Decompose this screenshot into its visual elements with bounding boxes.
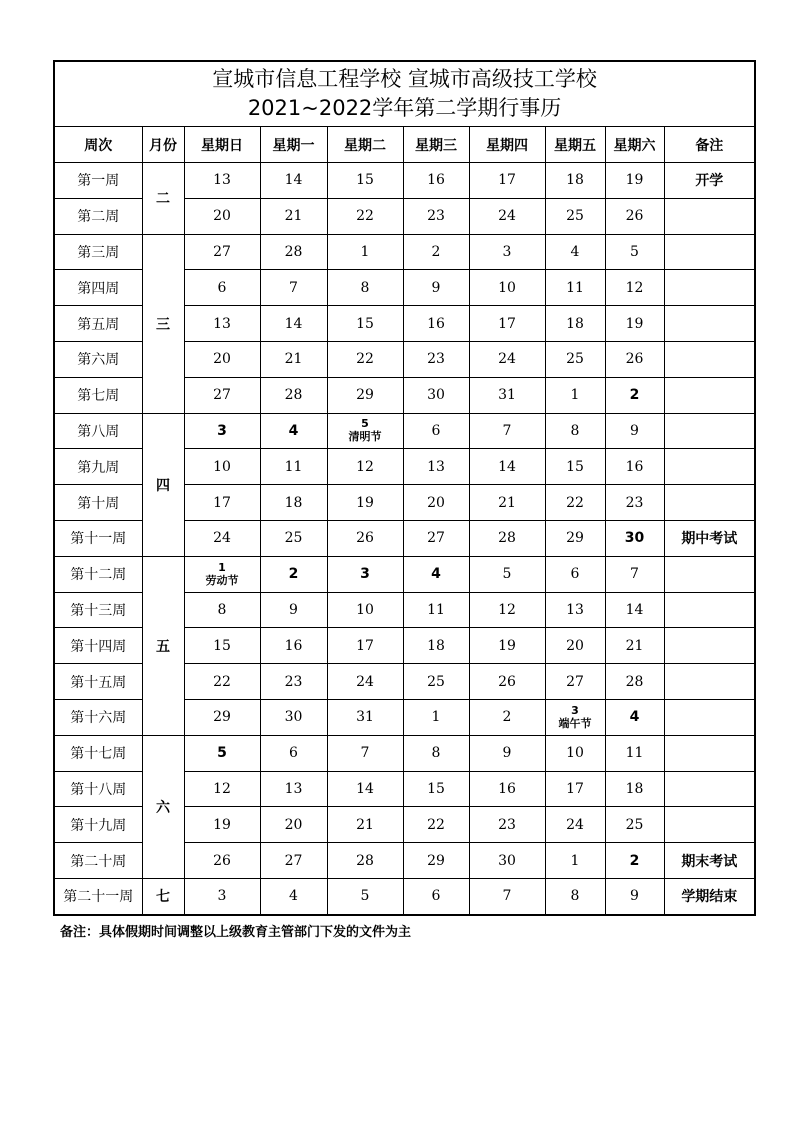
week-label: 第十九周 [54,807,142,843]
column-header: 月份 [142,127,184,163]
day-cell: 16 [469,771,545,807]
month-cell: 三 [142,234,184,413]
day-cell: 9 [260,592,327,628]
day-cell: 18 [403,628,469,664]
day-cell: 23 [260,664,327,700]
remark-cell [664,664,755,700]
day-cell: 28 [605,664,664,700]
day-cell: 20 [184,198,260,234]
remark-cell [664,413,755,449]
day-cell: 7 [469,413,545,449]
day-cell: 15 [184,628,260,664]
day-cell: 13 [403,449,469,485]
day-cell: 13 [184,306,260,342]
remark-cell [664,735,755,771]
holiday-label: 劳动节 [205,573,239,587]
day-cell: 24 [545,807,605,843]
day-cell: 19 [605,306,664,342]
day-cell: 9 [403,270,469,306]
day-cell: 19 [469,628,545,664]
day-cell [327,413,403,449]
day-cell: 3 [469,234,545,270]
day-cell: 8 [327,270,403,306]
day-cell: 7 [605,556,664,592]
day-cell: 8 [184,592,260,628]
day-cell: 20 [403,485,469,521]
column-header: 周次 [54,127,142,163]
remark-cell [664,377,755,413]
remark-cell [664,699,755,735]
day-cell: 24 [184,520,260,556]
day-cell: 23 [403,341,469,377]
column-header: 星期六 [605,127,664,163]
day-cell: 25 [545,341,605,377]
day-cell: 4 [403,556,469,592]
day-cell: 22 [545,485,605,521]
week-label: 第九周 [54,449,142,485]
week-label: 第十一周 [54,520,142,556]
day-cell: 11 [403,592,469,628]
day-cell: 27 [260,843,327,879]
day-cell: 22 [327,198,403,234]
day-cell: 26 [469,664,545,700]
week-label: 第二周 [54,198,142,234]
day-cell: 18 [605,771,664,807]
day-number: 1 [218,560,226,574]
remark-cell [664,270,755,306]
day-cell: 20 [184,341,260,377]
day-cell: 5 [605,234,664,270]
remark-cell [664,556,755,592]
day-cell: 29 [184,699,260,735]
title-line-1: 宣城市信息工程学校 宣城市高级技工学校 [212,67,597,91]
day-cell: 14 [260,163,327,199]
week-label: 第八周 [54,413,142,449]
remark-cell [664,485,755,521]
week-label: 第二十一周 [54,878,142,914]
day-cell: 27 [184,377,260,413]
remark-cell: 开学 [664,163,755,199]
table-row [54,234,755,270]
remark-cell: 期末考试 [664,843,755,879]
day-cell: 6 [403,413,469,449]
remark-cell [664,807,755,843]
day-cell: 7 [469,878,545,914]
remark-cell [664,234,755,270]
day-cell: 4 [260,878,327,914]
week-label: 第十二周 [54,556,142,592]
day-cell: 9 [605,413,664,449]
day-cell: 21 [260,341,327,377]
week-label: 第二十周 [54,843,142,879]
remark-cell [664,341,755,377]
day-cell: 5 [184,735,260,771]
day-cell: 30 [403,377,469,413]
calendar-body [54,163,755,915]
day-cell: 4 [605,699,664,735]
day-cell: 16 [260,628,327,664]
day-cell: 9 [605,878,664,914]
day-cell: 14 [260,306,327,342]
day-cell: 24 [469,341,545,377]
day-cell: 13 [545,592,605,628]
column-header: 备注 [664,127,755,163]
day-cell: 11 [260,449,327,485]
day-cell: 16 [403,306,469,342]
table-row [54,163,755,199]
day-cell: 21 [469,485,545,521]
day-cell: 3 [184,878,260,914]
day-cell: 28 [260,234,327,270]
day-cell: 12 [184,771,260,807]
day-cell: 22 [184,664,260,700]
day-cell: 5 [327,878,403,914]
day-cell: 10 [327,592,403,628]
day-cell: 25 [403,664,469,700]
day-cell: 2 [605,843,664,879]
day-cell [545,699,605,735]
day-cell: 7 [260,270,327,306]
month-cell: 五 [142,556,184,735]
day-cell: 15 [545,449,605,485]
day-cell: 1 [545,377,605,413]
day-cell: 24 [327,664,403,700]
day-cell: 17 [184,485,260,521]
day-cell: 12 [469,592,545,628]
day-cell: 23 [403,198,469,234]
day-cell: 29 [403,843,469,879]
day-cell: 15 [327,163,403,199]
week-label: 第三周 [54,234,142,270]
day-cell: 19 [605,163,664,199]
week-label: 第十六周 [54,699,142,735]
day-cell: 6 [184,270,260,306]
day-cell: 11 [545,270,605,306]
day-cell: 17 [469,306,545,342]
remark-cell [664,449,755,485]
holiday-label: 清明节 [348,430,382,444]
day-cell: 29 [327,377,403,413]
day-number: 3 [571,703,579,717]
day-cell: 3 [327,556,403,592]
remark-cell [664,628,755,664]
day-cell [184,556,260,592]
month-cell: 二 [142,163,184,235]
day-cell: 30 [260,699,327,735]
day-cell: 21 [327,807,403,843]
month-cell: 四 [142,413,184,556]
day-cell: 21 [605,628,664,664]
day-cell: 31 [469,377,545,413]
day-cell: 25 [605,807,664,843]
day-cell: 31 [327,699,403,735]
week-label: 第十七周 [54,735,142,771]
title-line-2: 2021~2022学年第二学期行事历 [247,96,562,120]
day-cell: 2 [469,699,545,735]
day-cell: 8 [545,413,605,449]
day-cell: 23 [605,485,664,521]
day-cell: 19 [184,807,260,843]
day-cell: 3 [184,413,260,449]
day-cell: 10 [184,449,260,485]
column-header: 星期一 [260,127,327,163]
day-cell: 2 [605,377,664,413]
day-cell: 18 [545,163,605,199]
day-cell: 15 [327,306,403,342]
day-cell: 14 [327,771,403,807]
day-cell: 1 [545,843,605,879]
day-cell: 24 [469,198,545,234]
table-row [54,413,755,449]
day-cell: 27 [184,234,260,270]
day-cell: 25 [260,520,327,556]
remark-cell [664,771,755,807]
remark-cell [664,306,755,342]
day-cell: 26 [184,843,260,879]
day-cell: 4 [260,413,327,449]
day-cell: 29 [545,520,605,556]
day-cell: 28 [260,377,327,413]
day-cell: 16 [403,163,469,199]
day-cell: 27 [545,664,605,700]
day-cell: 30 [605,520,664,556]
day-cell: 7 [327,735,403,771]
day-cell: 28 [327,843,403,879]
day-cell: 13 [184,163,260,199]
day-cell: 2 [260,556,327,592]
day-cell: 9 [469,735,545,771]
remark-cell [664,198,755,234]
week-label: 第十周 [54,485,142,521]
week-label: 第六周 [54,341,142,377]
day-cell: 28 [469,520,545,556]
column-header: 星期五 [545,127,605,163]
week-label: 第十八周 [54,771,142,807]
day-cell: 10 [545,735,605,771]
table-row [54,735,755,771]
week-label: 第十三周 [54,592,142,628]
table-row [54,556,755,592]
remark-cell [664,592,755,628]
day-cell: 19 [327,485,403,521]
day-cell: 30 [469,843,545,879]
remark-cell: 学期结束 [664,878,755,914]
day-cell: 22 [327,341,403,377]
calendar-table [53,60,756,916]
day-cell: 13 [260,771,327,807]
day-cell: 22 [403,807,469,843]
day-cell: 25 [545,198,605,234]
day-cell: 23 [469,807,545,843]
day-cell: 8 [403,735,469,771]
day-cell: 1 [403,699,469,735]
week-label: 第十四周 [54,628,142,664]
day-cell: 17 [545,771,605,807]
footnote: 备注：具体假期时间调整以上级教育主管部门下发的文件为主 [60,925,412,940]
column-header: 星期四 [469,127,545,163]
day-cell: 21 [260,198,327,234]
week-label: 第一周 [54,163,142,199]
day-cell: 10 [469,270,545,306]
day-cell: 1 [327,234,403,270]
month-cell: 六 [142,735,184,878]
day-cell: 14 [469,449,545,485]
day-cell: 26 [327,520,403,556]
day-cell: 6 [260,735,327,771]
day-cell: 26 [605,341,664,377]
day-cell: 20 [260,807,327,843]
week-label: 第十五周 [54,664,142,700]
day-cell: 6 [545,556,605,592]
day-cell: 14 [605,592,664,628]
column-header: 星期三 [403,127,469,163]
week-label: 第四周 [54,270,142,306]
week-label: 第七周 [54,377,142,413]
day-cell: 4 [545,234,605,270]
day-cell: 17 [327,628,403,664]
table-row [54,878,755,914]
day-cell: 12 [327,449,403,485]
column-header: 星期二 [327,127,403,163]
header-row [54,127,755,163]
calendar-sheet [53,60,754,916]
day-cell: 20 [545,628,605,664]
week-label: 第五周 [54,306,142,342]
calendar-title [54,61,755,127]
day-cell: 26 [605,198,664,234]
holiday-label: 端午节 [558,716,592,730]
day-cell: 16 [605,449,664,485]
day-cell: 18 [260,485,327,521]
day-cell: 18 [545,306,605,342]
remark-cell: 期中考试 [664,520,755,556]
day-cell: 6 [403,878,469,914]
day-cell: 8 [545,878,605,914]
column-header: 星期日 [184,127,260,163]
month-cell: 七 [142,878,184,914]
day-cell: 11 [605,735,664,771]
day-cell: 12 [605,270,664,306]
day-cell: 5 [469,556,545,592]
day-cell: 15 [403,771,469,807]
day-number: 5 [361,417,369,431]
day-cell: 2 [403,234,469,270]
day-cell: 17 [469,163,545,199]
day-cell: 27 [403,520,469,556]
